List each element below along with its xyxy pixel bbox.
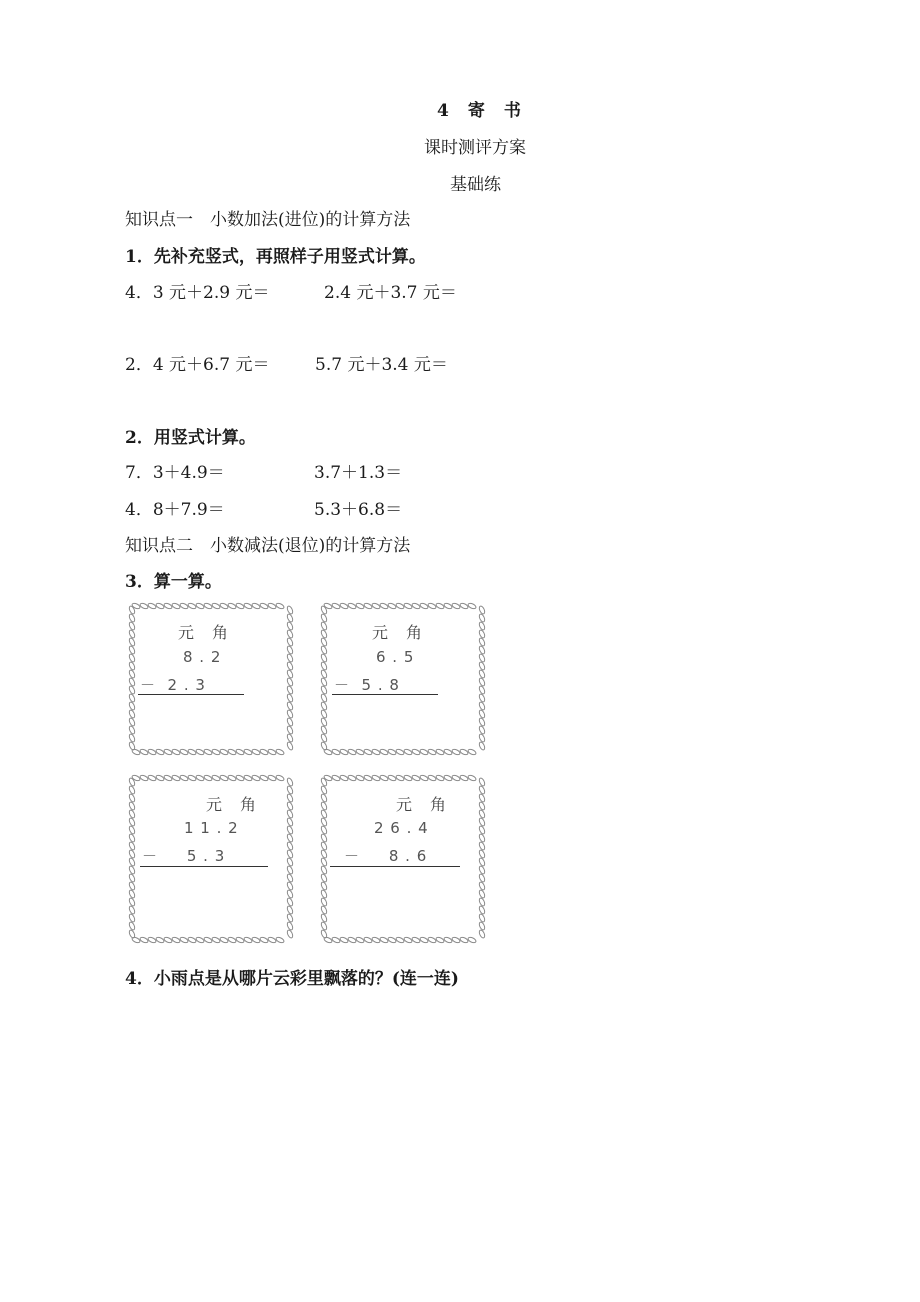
- q1-row2-left: 2．4 元＋6.7 元＝: [125, 355, 270, 375]
- yuan-jiao-header: 元 角: [372, 623, 424, 642]
- yuan-jiao-header: 元 角: [396, 795, 448, 814]
- answer-line: [138, 694, 244, 695]
- subtrahend: － 2 . 3: [140, 676, 206, 694]
- q2-row1-right: 3.7＋1.3＝: [314, 463, 403, 483]
- page-title: 4 寄 书: [437, 101, 522, 121]
- question-4: 4．小雨点是从哪片云彩里飘落的？(连一连): [125, 969, 459, 989]
- minuend: 6 . 5: [376, 648, 415, 666]
- q2-row2-left: 4．8＋7.9＝: [125, 500, 225, 520]
- calc-box-1: [126, 600, 296, 758]
- q1-row1-right: 2.4 元＋3.7 元＝: [324, 283, 457, 303]
- q1-row2-right: 5.7 元＋3.4 元＝: [315, 355, 448, 375]
- minuend: 8 . 2: [183, 648, 222, 666]
- calc-box-4: [318, 772, 488, 946]
- question-1: 1．先补充竖式，再照样子用竖式计算。: [125, 247, 426, 267]
- knowledge-point-1: 知识点一 小数加法(进位)的计算方法: [125, 210, 411, 230]
- yuan-jiao-header: 元 角: [178, 623, 230, 642]
- lesson-subtitle: 课时测评方案: [424, 138, 526, 158]
- minuend: 2 6 . 4: [374, 819, 429, 837]
- answer-line: [332, 694, 438, 695]
- yuan-jiao-header: 元 角: [206, 795, 258, 814]
- q2-row2-right: 5.3＋6.8＝: [314, 500, 403, 520]
- subtrahend: － 8 . 6: [344, 847, 428, 865]
- subtrahend: － 5 . 3: [142, 847, 226, 865]
- minuend: 1 1 . 2: [184, 819, 239, 837]
- question-3: 3．算一算。: [125, 572, 222, 592]
- q2-row1-left: 7．3＋4.9＝: [125, 463, 225, 483]
- section-subtitle: 基础练: [450, 175, 501, 195]
- knowledge-point-2: 知识点二 小数减法(退位)的计算方法: [125, 536, 411, 556]
- calc-box-3: [126, 772, 296, 946]
- subtrahend: － 5 . 8: [334, 676, 400, 694]
- q1-row1-left: 4．3 元＋2.9 元＝: [125, 283, 270, 303]
- answer-line: [140, 866, 268, 867]
- answer-line: [330, 866, 460, 867]
- question-2: 2．用竖式计算。: [125, 428, 256, 448]
- calc-box-2: [318, 600, 488, 758]
